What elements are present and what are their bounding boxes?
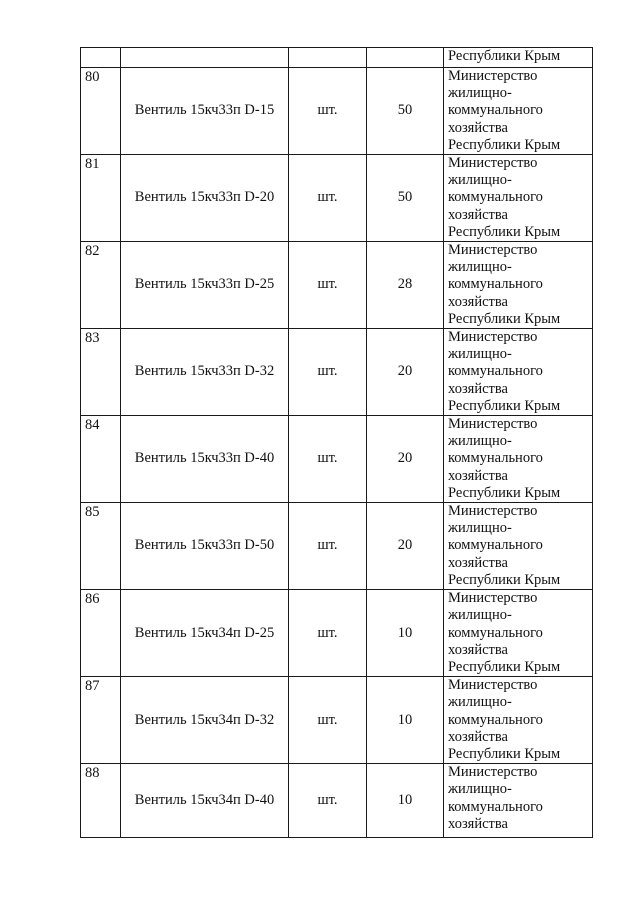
table-row (81, 677, 593, 764)
table-row (81, 503, 593, 590)
org-line: хозяйства (448, 728, 508, 745)
inventory-table (80, 47, 593, 838)
org-line: хозяйства (448, 467, 508, 484)
item-organization (444, 764, 593, 838)
item-name: Вентиль 15кч33п D-20 (121, 155, 289, 242)
row-number: 82 (81, 242, 121, 329)
item-quantity: 10 (367, 764, 444, 838)
org-line: жилищно- (448, 433, 512, 450)
org-line: хозяйства (448, 380, 508, 397)
item-quantity: 10 (367, 590, 444, 677)
item-quantity: 20 (367, 416, 444, 503)
org-line: жилищно- (448, 694, 512, 711)
org-line: жилищно- (448, 85, 512, 102)
item-quantity: 20 (367, 329, 444, 416)
table-row-carryover (81, 48, 593, 68)
row-number: 88 (81, 764, 121, 838)
org-line: Республики Крым (448, 571, 561, 588)
org-line: Министерство (448, 242, 538, 259)
org-line: Республики Крым (448, 310, 561, 327)
org-line: хозяйства (448, 815, 508, 832)
row-number: 86 (81, 590, 121, 677)
org-line: коммунального (448, 798, 543, 815)
table-row (81, 764, 593, 838)
table-row (81, 329, 593, 416)
org-line: жилищно- (448, 346, 512, 363)
item-organization (444, 590, 593, 677)
item-quantity: 28 (367, 242, 444, 329)
cell-qty (367, 48, 444, 68)
item-organization (444, 416, 593, 503)
org-line: Министерство (448, 329, 538, 346)
org-line: коммунального (448, 537, 543, 554)
row-number: 83 (81, 329, 121, 416)
table-body (81, 48, 593, 838)
org-line: коммунального (448, 711, 543, 728)
org-line: жилищно- (448, 172, 512, 189)
table-row (81, 416, 593, 503)
item-unit: шт. (289, 242, 367, 329)
item-name: Вентиль 15кч33п D-50 (121, 503, 289, 590)
item-name: Вентиль 15кч34п D-40 (121, 764, 289, 838)
table-row (81, 590, 593, 677)
org-line: Республики Крым (448, 136, 561, 153)
item-name: Вентиль 15кч33п D-32 (121, 329, 289, 416)
org-line: коммунального (448, 624, 543, 641)
org-line: жилищно- (448, 781, 512, 798)
row-number: 87 (81, 677, 121, 764)
org-line: Министерство (448, 764, 538, 781)
org-line: жилищно- (448, 520, 512, 537)
item-unit: шт. (289, 764, 367, 838)
cell-unit (289, 48, 367, 68)
item-unit: шт. (289, 68, 367, 155)
org-line: жилищно- (448, 607, 512, 624)
org-line: Министерство (448, 68, 538, 84)
table-row (81, 68, 593, 155)
org-line: коммунального (448, 363, 543, 380)
row-number: 84 (81, 416, 121, 503)
table-row (81, 242, 593, 329)
item-organization (444, 68, 593, 155)
item-organization (444, 329, 593, 416)
org-line: коммунального (448, 276, 543, 293)
item-name: Вентиль 15кч34п D-25 (121, 590, 289, 677)
org-line: Министерство (448, 677, 538, 694)
org-line: Министерство (448, 155, 538, 172)
org-line: Министерство (448, 590, 538, 607)
org-line: Республики Крым (448, 745, 561, 762)
row-number: 85 (81, 503, 121, 590)
cell-name (121, 48, 289, 68)
org-line: Республики Крым (448, 484, 561, 501)
row-number: 80 (81, 68, 121, 155)
item-unit: шт. (289, 590, 367, 677)
org-line: Министерство (448, 416, 538, 433)
org-line: Министерство (448, 503, 538, 520)
item-unit: шт. (289, 416, 367, 503)
item-organization (444, 503, 593, 590)
item-name: Вентиль 15кч34п D-32 (121, 677, 289, 764)
org-line: коммунального (448, 102, 543, 119)
cell-org (444, 48, 593, 68)
item-unit: шт. (289, 155, 367, 242)
row-number: 81 (81, 155, 121, 242)
org-line: Республики Крым (448, 223, 561, 240)
item-name: Вентиль 15кч33п D-25 (121, 242, 289, 329)
org-line: хозяйства (448, 119, 508, 136)
org-line: коммунального (448, 450, 543, 467)
item-unit: шт. (289, 329, 367, 416)
item-quantity: 20 (367, 503, 444, 590)
item-name: Вентиль 15кч33п D-40 (121, 416, 289, 503)
org-line: коммунального (448, 189, 543, 206)
item-quantity: 50 (367, 155, 444, 242)
item-quantity: 50 (367, 68, 444, 155)
org-line: хозяйства (448, 293, 508, 310)
org-line: хозяйства (448, 641, 508, 658)
cell-num (81, 48, 121, 68)
item-quantity: 10 (367, 677, 444, 764)
org-line: жилищно- (448, 259, 512, 276)
org-line: Республики Крым (448, 397, 561, 414)
item-name: Вентиль 15кч33п D-15 (121, 68, 289, 155)
item-unit: шт. (289, 503, 367, 590)
table-row (81, 155, 593, 242)
item-unit: шт. (289, 677, 367, 764)
org-line: Республики Крым (448, 658, 561, 675)
item-organization (444, 155, 593, 242)
org-line: хозяйства (448, 554, 508, 571)
org-line: хозяйства (448, 206, 508, 223)
org-line: Республики Крым (448, 48, 561, 64)
item-organization (444, 677, 593, 764)
item-organization (444, 242, 593, 329)
